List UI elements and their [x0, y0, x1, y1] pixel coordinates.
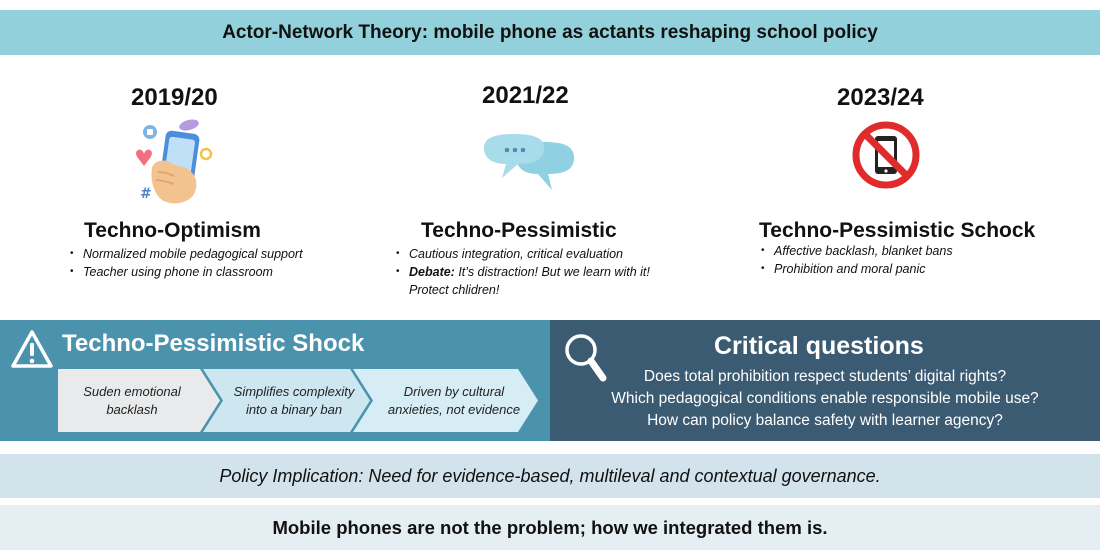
list-item: • Affective backlash, blanket bans	[759, 242, 1059, 260]
policy-implication: Policy Implication: Need for evidence-based, multileval and contextual governance.	[0, 454, 1100, 498]
shock-step-3: Driven by cultural anxieties, not evidence	[387, 383, 521, 417]
list-item: • Debate: It’s distraction! But we learn with it! Protect chlidren!	[394, 263, 694, 299]
stage-bullets-shock	[759, 242, 1059, 278]
list-item: • Normalized mobile pedagogical support	[68, 245, 348, 263]
list-item: • Cautious integration, critical evaluation	[394, 245, 694, 263]
year-label-2021: 2021/22	[482, 82, 569, 109]
stage-bullets-optimism	[68, 245, 348, 281]
page-title: Actor-Network Theory: mobile phone as actants reshaping school policy	[0, 10, 1100, 55]
stage-title-shock: Techno-Pessimistic Schock	[759, 219, 1036, 242]
year-label-2019: 2019/20	[131, 84, 218, 111]
stage-bullets-pessimistic	[394, 245, 694, 299]
shock-step-2: Simplifies complexity into a binary ban	[233, 383, 355, 417]
svg-text:#: #	[140, 186, 152, 202]
stage-title-pessimistic: Techno-Pessimistic	[421, 219, 617, 242]
no-phone-icon	[850, 120, 922, 190]
critical-question-3: How can policy balance safety with learner agency?	[647, 412, 1003, 429]
stage-title-optimism: Techno-Optimism	[84, 219, 261, 242]
shock-title: Techno-Pessimistic Shock	[62, 330, 365, 357]
warning-icon	[10, 329, 54, 369]
conclusion-banner: Mobile phones are not the problem; how we integrated them is.	[0, 505, 1100, 550]
critical-question-2: Which pedagogical conditions enable responsible mobile use?	[611, 390, 1039, 407]
shock-step-1: Suden emotional backlash	[83, 383, 181, 417]
critical-question-1: Does total prohibition respect students’ digital rights?	[643, 368, 1007, 385]
hand-holding-phone-icon	[128, 116, 218, 208]
list-item: • Teacher using phone in classroom	[68, 263, 348, 281]
year-label-2023: 2023/24	[837, 84, 924, 111]
chat-bubbles-icon	[482, 132, 578, 198]
critical-questions-title: Critical questions	[714, 332, 924, 360]
list-item: • Prohibition and moral panic	[759, 260, 1059, 278]
